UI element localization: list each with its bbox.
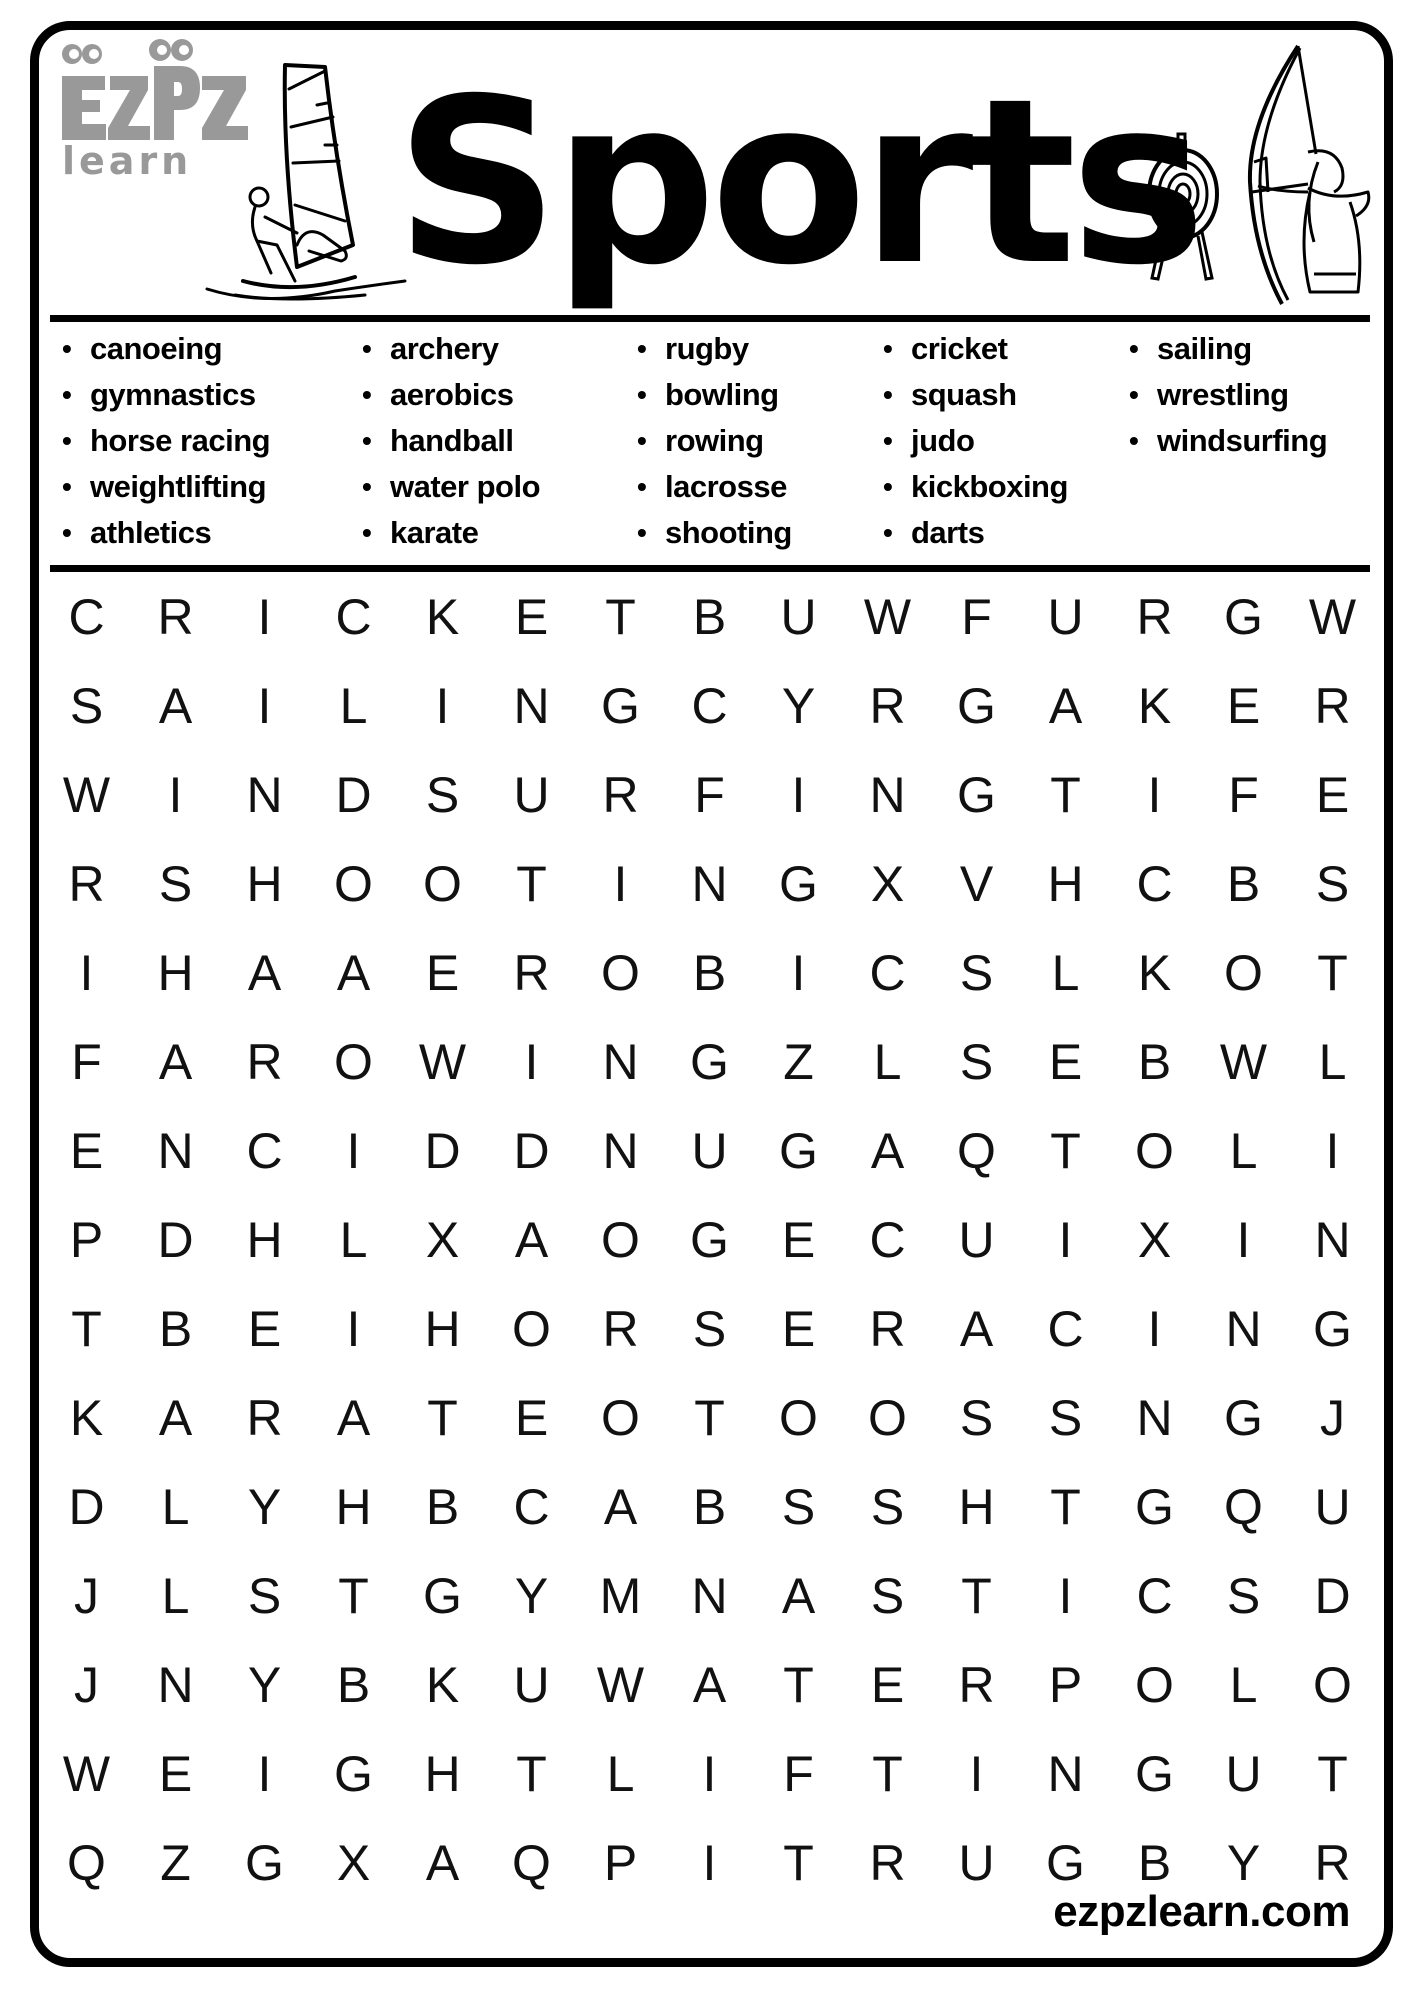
- grid-cell[interactable]: T: [1317, 945, 1348, 1001]
- grid-cell[interactable]: A: [603, 1479, 638, 1535]
- grid-cell[interactable]: B: [336, 1657, 371, 1713]
- grid-cell[interactable]: O: [601, 1390, 640, 1446]
- word-item: • windsurfing: [1129, 418, 1327, 464]
- grid-cell[interactable]: I: [346, 1123, 361, 1179]
- word-item: • kickboxing: [883, 464, 1068, 510]
- grid-cell[interactable]: W: [863, 589, 912, 645]
- grid-cell[interactable]: I: [702, 1835, 717, 1891]
- grid-cell[interactable]: I: [791, 945, 806, 1001]
- grid-cell[interactable]: T: [1050, 1123, 1081, 1179]
- grid-cell[interactable]: S: [870, 1479, 905, 1535]
- word-list-column-3: [637, 326, 792, 556]
- grid-cell[interactable]: B: [692, 589, 727, 645]
- grid-cell[interactable]: K: [1137, 678, 1172, 734]
- grid-cell[interactable]: S: [425, 767, 460, 823]
- grid-cell[interactable]: I: [969, 1746, 984, 1802]
- word-item: • athletics: [62, 510, 270, 556]
- grid-cell[interactable]: I: [702, 1746, 717, 1802]
- word-item: • squash: [883, 372, 1068, 418]
- grid-cell[interactable]: I: [79, 945, 94, 1001]
- grid-cell[interactable]: O: [334, 1034, 373, 1090]
- grid-cell[interactable]: C: [869, 945, 906, 1001]
- grid-cell[interactable]: O: [1313, 1657, 1352, 1713]
- grid-cell[interactable]: C: [246, 1123, 283, 1179]
- grid-cell[interactable]: I: [1325, 1123, 1340, 1179]
- grid-cell[interactable]: C: [513, 1479, 550, 1535]
- word-item: • karate: [362, 510, 540, 556]
- grid-cell[interactable]: I: [1058, 1568, 1073, 1624]
- grid-cell[interactable]: A: [1048, 678, 1083, 734]
- grid-cell[interactable]: O: [868, 1390, 907, 1446]
- grid-cell[interactable]: G: [690, 1034, 729, 1090]
- grid-cell[interactable]: R: [1314, 678, 1351, 734]
- word-item: • shooting: [637, 510, 792, 556]
- grid-cell[interactable]: A: [692, 1657, 727, 1713]
- grid-cell[interactable]: E: [425, 945, 460, 1001]
- grid-cell[interactable]: R: [513, 945, 550, 1001]
- word-item: • weightlifting: [62, 464, 270, 510]
- grid-cell[interactable]: C: [1047, 1301, 1084, 1357]
- grid-cell[interactable]: X: [425, 1212, 460, 1268]
- grid-cell[interactable]: B: [1137, 1835, 1172, 1891]
- grid-cell[interactable]: M: [599, 1568, 642, 1624]
- grid-cell[interactable]: E: [514, 589, 549, 645]
- bullet-icon: •: [362, 333, 372, 364]
- word-list-column-1: [62, 326, 270, 556]
- grid-cell[interactable]: A: [336, 945, 371, 1001]
- grid-cell[interactable]: G: [957, 767, 996, 823]
- grid-cell[interactable]: F: [694, 767, 725, 823]
- archery-target-illustration: [1140, 132, 1232, 282]
- grid-cell[interactable]: G: [1224, 1390, 1263, 1446]
- word-list-column-4: [883, 326, 1068, 556]
- word-item: • horse racing: [62, 418, 270, 464]
- grid-cell[interactable]: T: [71, 1301, 102, 1357]
- grid-cell[interactable]: B: [692, 945, 727, 1001]
- word-item: • rowing: [637, 418, 792, 464]
- grid-cell[interactable]: U: [1314, 1479, 1351, 1535]
- grid-cell[interactable]: E: [514, 1390, 549, 1446]
- bullet-icon: •: [883, 333, 893, 364]
- svg-text:learn: learn: [62, 139, 193, 182]
- grid-cell[interactable]: O: [779, 1390, 818, 1446]
- grid-cell[interactable]: B: [158, 1301, 193, 1357]
- grid-cell[interactable]: Q: [957, 1123, 996, 1179]
- grid-cell[interactable]: O: [512, 1301, 551, 1357]
- grid-cell[interactable]: U: [958, 1835, 995, 1891]
- word-item: • water polo: [362, 464, 540, 510]
- grid-row: [42, 573, 1377, 662]
- grid-cell[interactable]: N: [691, 856, 728, 912]
- grid-cell[interactable]: T: [338, 1568, 369, 1624]
- grid-cell[interactable]: N: [1225, 1301, 1262, 1357]
- grid-cell[interactable]: H: [246, 1212, 283, 1268]
- grid-cell[interactable]: C: [1136, 856, 1173, 912]
- grid-cell[interactable]: Y: [1226, 1835, 1261, 1891]
- grid-cell[interactable]: B: [425, 1479, 460, 1535]
- grid-row: [42, 929, 1377, 1018]
- grid-cell[interactable]: R: [602, 1301, 639, 1357]
- grid-cell[interactable]: T: [605, 589, 636, 645]
- grid-row: [42, 1730, 1377, 1819]
- grid-cell[interactable]: Y: [247, 1657, 282, 1713]
- grid-cell[interactable]: I: [168, 767, 183, 823]
- grid-cell[interactable]: S: [959, 1390, 994, 1446]
- grid-cell[interactable]: V: [959, 856, 994, 912]
- grid-cell[interactable]: W: [596, 1657, 645, 1713]
- grid-cell[interactable]: F: [783, 1746, 814, 1802]
- grid-cell[interactable]: N: [157, 1123, 194, 1179]
- grid-cell[interactable]: R: [68, 856, 105, 912]
- grid-cell[interactable]: D: [157, 1212, 194, 1268]
- grid-cell[interactable]: S: [69, 678, 104, 734]
- grid-cell[interactable]: T: [783, 1835, 814, 1891]
- grid-cell[interactable]: A: [870, 1123, 905, 1179]
- grid-cell[interactable]: G: [690, 1212, 729, 1268]
- grid-cell[interactable]: A: [158, 1034, 193, 1090]
- grid-cell[interactable]: I: [257, 678, 272, 734]
- grid-cell[interactable]: S: [692, 1301, 727, 1357]
- grid-cell[interactable]: W: [1308, 589, 1357, 645]
- word-item: • judo: [883, 418, 1068, 464]
- grid-cell[interactable]: R: [958, 1657, 995, 1713]
- grid-row: [42, 1018, 1377, 1107]
- grid-cell[interactable]: H: [424, 1746, 461, 1802]
- grid-cell[interactable]: F: [1228, 767, 1259, 823]
- bullet-icon: •: [637, 333, 647, 364]
- grid-row: [42, 1463, 1377, 1552]
- grid-row: [42, 1107, 1377, 1196]
- grid-cell[interactable]: G: [779, 856, 818, 912]
- grid-cell[interactable]: X: [1137, 1212, 1172, 1268]
- grid-cell[interactable]: I: [346, 1301, 361, 1357]
- grid-cell[interactable]: R: [246, 1034, 283, 1090]
- grid-cell[interactable]: O: [601, 945, 640, 1001]
- grid-cell[interactable]: N: [602, 1034, 639, 1090]
- grid-cell[interactable]: T: [427, 1390, 458, 1446]
- grid-cell[interactable]: H: [335, 1479, 372, 1535]
- grid-cell[interactable]: H: [958, 1479, 995, 1535]
- grid-cell[interactable]: C: [68, 589, 105, 645]
- grid-cell[interactable]: L: [1229, 1657, 1258, 1713]
- grid-cell[interactable]: G: [1313, 1301, 1352, 1357]
- grid-row: [42, 1285, 1377, 1374]
- grid-cell[interactable]: C: [335, 589, 372, 645]
- grid-cell[interactable]: S: [1048, 1390, 1083, 1446]
- bullet-icon: •: [637, 471, 647, 502]
- grid-row: [42, 840, 1377, 929]
- bullet-icon: •: [1129, 425, 1139, 456]
- grid-cell[interactable]: I: [257, 589, 272, 645]
- grid-cell[interactable]: K: [425, 589, 460, 645]
- grid-cell[interactable]: D: [68, 1479, 105, 1535]
- grid-cell[interactable]: X: [336, 1835, 371, 1891]
- grid-cell[interactable]: Y: [247, 1479, 282, 1535]
- bullet-icon: •: [883, 517, 893, 548]
- grid-cell[interactable]: I: [257, 1746, 272, 1802]
- grid-cell[interactable]: K: [69, 1390, 104, 1446]
- grid-cell[interactable]: T: [961, 1568, 992, 1624]
- grid-cell[interactable]: U: [1047, 589, 1084, 645]
- grid-cell[interactable]: L: [1051, 945, 1080, 1001]
- grid-cell[interactable]: L: [1229, 1123, 1258, 1179]
- grid-cell[interactable]: W: [62, 767, 111, 823]
- grid-cell[interactable]: G: [1135, 1746, 1174, 1802]
- grid-cell[interactable]: Z: [160, 1835, 191, 1891]
- grid-cell[interactable]: P: [1048, 1657, 1083, 1713]
- grid-cell[interactable]: F: [961, 589, 992, 645]
- grid-cell[interactable]: I: [1058, 1212, 1073, 1268]
- grid-cell[interactable]: U: [780, 589, 817, 645]
- bullet-icon: •: [883, 425, 893, 456]
- grid-cell[interactable]: P: [69, 1212, 104, 1268]
- grid-row: [42, 1641, 1377, 1730]
- grid-cell[interactable]: C: [691, 678, 728, 734]
- grid-cell[interactable]: C: [869, 1212, 906, 1268]
- grid-cell[interactable]: N: [691, 1568, 728, 1624]
- grid-cell[interactable]: G: [601, 678, 640, 734]
- grid-cell[interactable]: I: [1147, 1301, 1162, 1357]
- grid-cell[interactable]: S: [870, 1568, 905, 1624]
- grid-cell[interactable]: G: [334, 1746, 373, 1802]
- bullet-icon: •: [362, 379, 372, 410]
- grid-cell[interactable]: D: [335, 767, 372, 823]
- grid-cell[interactable]: B: [692, 1479, 727, 1535]
- grid-cell[interactable]: S: [1226, 1568, 1261, 1624]
- grid-cell[interactable]: I: [613, 856, 628, 912]
- grid-cell[interactable]: E: [158, 1746, 193, 1802]
- grid-cell[interactable]: S: [158, 856, 193, 912]
- word-item: • aerobics: [362, 372, 540, 418]
- grid-cell[interactable]: J: [74, 1568, 99, 1624]
- grid-cell[interactable]: X: [870, 856, 905, 912]
- grid-cell[interactable]: A: [514, 1212, 549, 1268]
- grid-cell[interactable]: Q: [67, 1835, 106, 1891]
- grid-cell[interactable]: G: [1135, 1479, 1174, 1535]
- grid-cell[interactable]: R: [602, 767, 639, 823]
- bullet-icon: •: [637, 379, 647, 410]
- grid-cell[interactable]: H: [157, 945, 194, 1001]
- grid-cell[interactable]: G: [779, 1123, 818, 1179]
- grid-row: [42, 1552, 1377, 1641]
- grid-cell[interactable]: H: [246, 856, 283, 912]
- grid-cell[interactable]: R: [157, 589, 194, 645]
- grid-cell[interactable]: N: [602, 1123, 639, 1179]
- grid-cell[interactable]: T: [516, 1746, 547, 1802]
- grid-cell[interactable]: A: [158, 678, 193, 734]
- grid-cell[interactable]: H: [1047, 856, 1084, 912]
- grid-cell[interactable]: T: [1317, 1746, 1348, 1802]
- grid-cell[interactable]: K: [1137, 945, 1172, 1001]
- grid-cell[interactable]: N: [869, 767, 906, 823]
- bullet-icon: •: [362, 425, 372, 456]
- website-footer: ezpzlearn.com: [1053, 1887, 1350, 1936]
- grid-cell[interactable]: F: [71, 1034, 102, 1090]
- word-item: • archery: [362, 326, 540, 372]
- grid-cell[interactable]: I: [1236, 1212, 1251, 1268]
- grid-cell[interactable]: A: [425, 1835, 460, 1891]
- grid-cell[interactable]: O: [334, 856, 373, 912]
- word-list: [0, 326, 1414, 561]
- grid-cell[interactable]: A: [158, 1390, 193, 1446]
- grid-cell[interactable]: Q: [1224, 1479, 1263, 1535]
- grid-cell[interactable]: U: [513, 1657, 550, 1713]
- header-divider: [50, 315, 1370, 322]
- grid-cell[interactable]: D: [424, 1123, 461, 1179]
- word-item: • lacrosse: [637, 464, 792, 510]
- grid-cell[interactable]: S: [959, 945, 994, 1001]
- grid-cell[interactable]: S: [959, 1034, 994, 1090]
- grid-cell[interactable]: T: [872, 1746, 903, 1802]
- grid-cell[interactable]: E: [870, 1657, 905, 1713]
- grid-cell[interactable]: D: [1314, 1568, 1351, 1624]
- grid-cell[interactable]: T: [516, 856, 547, 912]
- grid-cell[interactable]: T: [1050, 767, 1081, 823]
- grid-cell[interactable]: L: [606, 1746, 635, 1802]
- bullet-icon: •: [362, 517, 372, 548]
- grid-cell[interactable]: N: [157, 1657, 194, 1713]
- word-item: • sailing: [1129, 326, 1327, 372]
- bullet-icon: •: [62, 333, 72, 364]
- grid-cell[interactable]: Z: [783, 1034, 814, 1090]
- word-item: • wrestling: [1129, 372, 1327, 418]
- bullet-icon: •: [637, 425, 647, 456]
- grid-cell[interactable]: E: [1226, 678, 1261, 734]
- grid-cell[interactable]: D: [513, 1123, 550, 1179]
- word-item: • bowling: [637, 372, 792, 418]
- grid-row: [42, 751, 1377, 840]
- grid-cell[interactable]: G: [957, 678, 996, 734]
- bullet-icon: •: [62, 379, 72, 410]
- grid-cell[interactable]: A: [959, 1301, 994, 1357]
- grid-cell[interactable]: B: [1137, 1034, 1172, 1090]
- grid-cell[interactable]: T: [694, 1390, 725, 1446]
- grid-cell[interactable]: Y: [781, 678, 816, 734]
- bullet-icon: •: [883, 471, 893, 502]
- grid-cell[interactable]: W: [418, 1034, 467, 1090]
- grid-cell[interactable]: H: [424, 1301, 461, 1357]
- grid-cell[interactable]: O: [1135, 1123, 1174, 1179]
- grid-cell[interactable]: N: [1047, 1746, 1084, 1802]
- grid-cell[interactable]: A: [247, 945, 282, 1001]
- bullet-icon: •: [883, 379, 893, 410]
- grid-cell[interactable]: G: [245, 1835, 284, 1891]
- grid-cell[interactable]: R: [869, 1835, 906, 1891]
- bullet-icon: •: [637, 517, 647, 548]
- word-search-grid: [42, 573, 1377, 1908]
- grid-cell[interactable]: I: [791, 767, 806, 823]
- grid-cell[interactable]: E: [247, 1301, 282, 1357]
- grid-cell[interactable]: I: [435, 678, 450, 734]
- grid-cell[interactable]: U: [958, 1212, 995, 1268]
- grid-cell[interactable]: W: [62, 1746, 111, 1802]
- grid-cell[interactable]: Q: [512, 1835, 551, 1891]
- word-item: • handball: [362, 418, 540, 464]
- grid-cell[interactable]: E: [1048, 1034, 1083, 1090]
- grid-cell[interactable]: U: [1225, 1746, 1262, 1802]
- grid-cell[interactable]: N: [1136, 1390, 1173, 1446]
- grid-cell[interactable]: R: [246, 1390, 283, 1446]
- grid-cell[interactable]: E: [69, 1123, 104, 1179]
- grid-cell[interactable]: L: [339, 1212, 368, 1268]
- word-list-column-2: [362, 326, 540, 556]
- grid-row: [42, 1374, 1377, 1463]
- grid-cell[interactable]: S: [247, 1568, 282, 1624]
- grid-cell[interactable]: O: [423, 856, 462, 912]
- grid-cell[interactable]: G: [1046, 1835, 1085, 1891]
- word-item: • canoeing: [62, 326, 270, 372]
- grid-cell[interactable]: U: [691, 1123, 728, 1179]
- grid-cell[interactable]: S: [1315, 856, 1350, 912]
- grid-cell[interactable]: T: [783, 1657, 814, 1713]
- wordlist-divider: [50, 565, 1370, 572]
- word-item: • darts: [883, 510, 1068, 556]
- grid-cell[interactable]: P: [603, 1835, 638, 1891]
- word-item: • rugby: [637, 326, 792, 372]
- grid-cell[interactable]: L: [161, 1568, 190, 1624]
- grid-cell[interactable]: R: [1314, 1835, 1351, 1891]
- grid-cell[interactable]: A: [336, 1390, 371, 1446]
- grid-cell[interactable]: T: [1050, 1479, 1081, 1535]
- grid-cell[interactable]: N: [246, 767, 283, 823]
- grid-cell[interactable]: E: [1315, 767, 1350, 823]
- grid-cell[interactable]: L: [1318, 1034, 1347, 1090]
- grid-cell[interactable]: A: [781, 1568, 816, 1624]
- bullet-icon: •: [62, 425, 72, 456]
- page-title: Sports: [395, 49, 1201, 315]
- grid-row: [42, 662, 1377, 751]
- grid-cell[interactable]: L: [339, 678, 368, 734]
- word-item: • gymnastics: [62, 372, 270, 418]
- grid-cell[interactable]: U: [513, 767, 550, 823]
- grid-cell[interactable]: I: [1147, 767, 1162, 823]
- bullet-icon: •: [1129, 333, 1139, 364]
- word-item: • cricket: [883, 326, 1068, 372]
- grid-cell[interactable]: K: [425, 1657, 460, 1713]
- grid-cell[interactable]: J: [74, 1657, 99, 1713]
- grid-cell[interactable]: E: [781, 1212, 816, 1268]
- word-list-column-5: [1129, 326, 1327, 464]
- grid-cell[interactable]: E: [781, 1301, 816, 1357]
- grid-cell[interactable]: R: [869, 1301, 906, 1357]
- grid-cell[interactable]: L: [161, 1479, 190, 1535]
- grid-cell[interactable]: G: [1224, 589, 1263, 645]
- grid-cell[interactable]: N: [513, 678, 550, 734]
- grid-cell[interactable]: Y: [514, 1568, 549, 1624]
- grid-cell[interactable]: O: [601, 1212, 640, 1268]
- grid-cell[interactable]: W: [1219, 1034, 1268, 1090]
- bullet-icon: •: [62, 471, 72, 502]
- archer-illustration: [1238, 42, 1373, 310]
- grid-cell[interactable]: L: [873, 1034, 902, 1090]
- bullet-icon: •: [1129, 379, 1139, 410]
- grid-cell[interactable]: S: [781, 1479, 816, 1535]
- grid-cell[interactable]: N: [1314, 1212, 1351, 1268]
- grid-cell[interactable]: B: [1226, 856, 1261, 912]
- grid-cell[interactable]: O: [1224, 945, 1263, 1001]
- grid-cell[interactable]: C: [1136, 1568, 1173, 1624]
- grid-cell[interactable]: I: [524, 1034, 539, 1090]
- grid-cell[interactable]: R: [1136, 589, 1173, 645]
- bullet-icon: •: [62, 517, 72, 548]
- grid-row: [42, 1196, 1377, 1285]
- grid-cell[interactable]: R: [869, 678, 906, 734]
- grid-cell[interactable]: O: [1135, 1657, 1174, 1713]
- bullet-icon: •: [362, 471, 372, 502]
- grid-cell[interactable]: G: [423, 1568, 462, 1624]
- grid-cell[interactable]: J: [1320, 1390, 1345, 1446]
